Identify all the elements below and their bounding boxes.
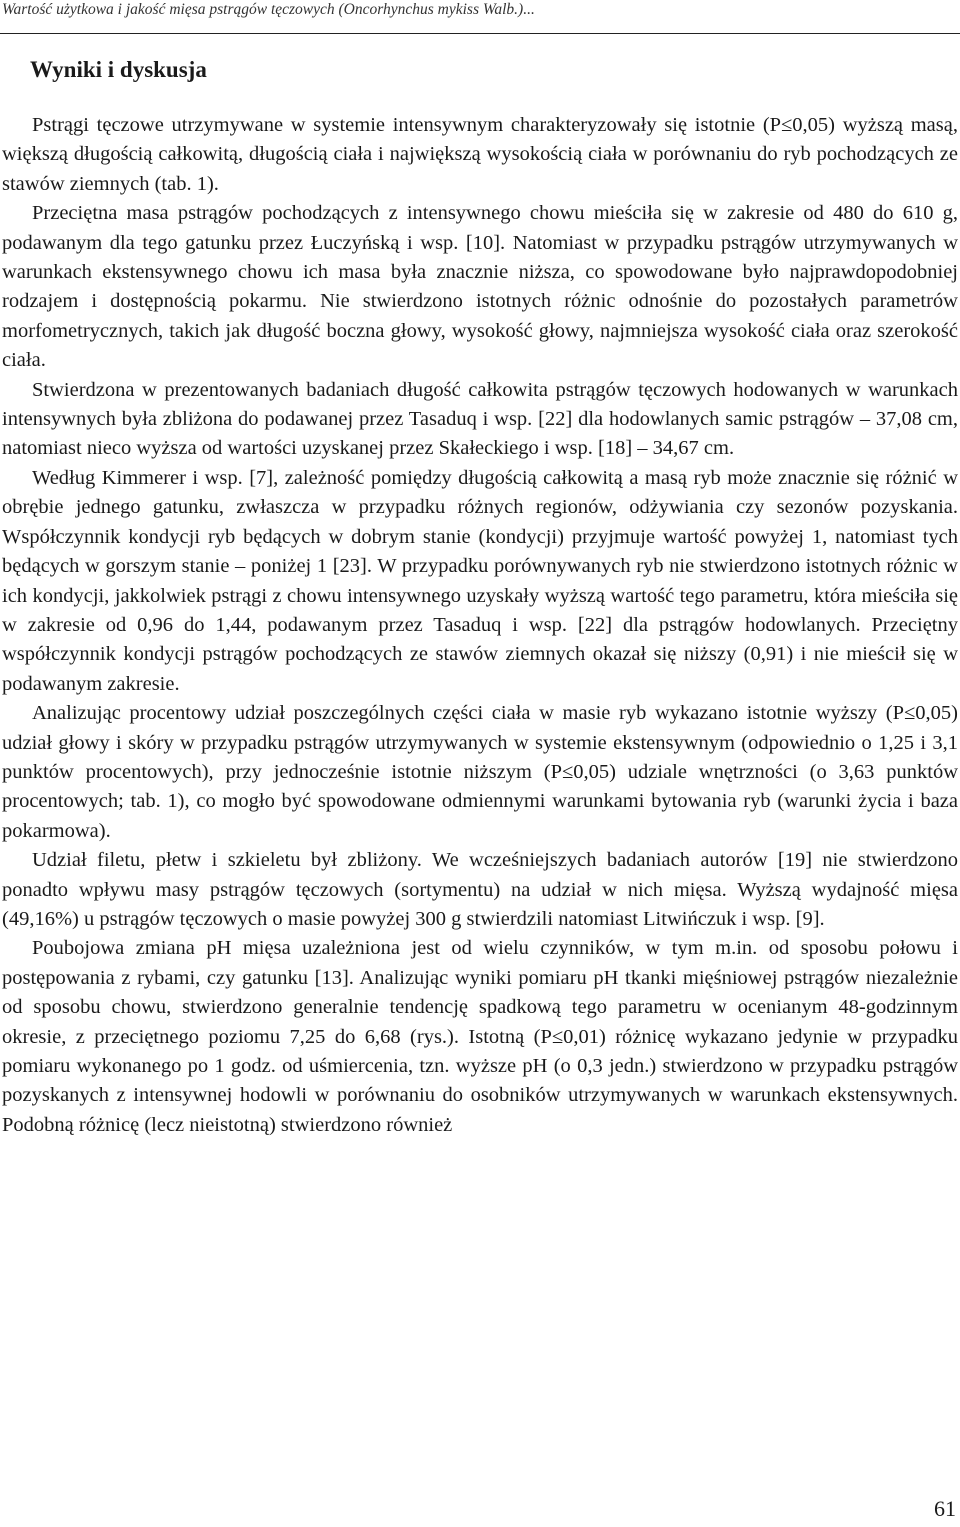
paragraph: Przeciętna masa pstrągów pochodzących z intensywnego chowu mieściła się w zakresie od 480 do 610 g, podawanym dla tego gatunku przez Łuczyńską i wsp. [10]. Natomiast w przypadku pstrągów utrzymywanych w warunkach ekstensywnego chowu ich masa była znacznie niższa, co spowodowane było najprawdopodobniej rodzajem i dostępnością pokarmu. Nie stwierdzono istotnych różnic odnośnie do pozostałych parametrów morfometrycznych, takich jak długość boczna głowy, wysokość głowy, najmniejsza wysokość ciała oraz szerokość ciała. [2,202,958,372]
body-text [2,111,958,1140]
paragraph: Udział filetu, płetw i szkieletu był zbliżony. We wcześniejszych badaniach autorów [19] nie stwierdzono ponadto wpływu masy pstrągów tęczowych (sortymentu) na udział w nich mięsa. Wyższą wydajność mięsa (49,16%) u pstrągów tęczowych o masie powyżej 300 g stwierdzili natomiast Litwińczuk i wsp. [9]. [2,849,958,930]
header-rule [0,33,960,34]
paragraph: Pstrągi tęczowe utrzymywane w systemie intensywnym charakteryzowały się istotnie (P≤0,05) wyższą masą, większą długością całkowitą, długością ciała i największą wysokością ciała w porównaniu do ryb pochodzących ze stawów ziemnych (tab. 1). [2,114,958,195]
running-header: Wartość użytkowa i jakość mięsa pstrągów tęczowych (Oncorhynchus mykiss Walb.)... [2,1,535,18]
section-title: Wyniki i dyskusja [30,57,207,82]
paragraph: Stwierdzona w prezentowanych badaniach długość całkowita pstrągów tęczowych hodowanych w warunkach intensywnych była zbliżona do podawanej przez Tasaduq i wsp. [22] dla hodowlanych samic pstrągów – 37,08 cm, natomiast nieco wyższa od wartości uzyskanej przez Skałeckiego i wsp. [18] – 34,67 cm. [2,378,958,460]
paragraph: Poubojowa zmiana pH mięsa uzależniona jest od wielu czynników, w tym m.in. od sposobu połowu i postępowania z rybami, czy gatunku [13]. Analizując wyniki pomiaru pH tkanki mięśniowej pstrągów niezależnie od sposobu chowu, stwierdzono generalnie tendencję spadkową tego parametru w ocenianym 48-godzinnym okresie, z przeciętnego poziomu 7,25 do 6,68 (rys.). Istotną (P≤0,01) różnicę wykazano jedynie w przypadku pomiaru wykonanego po 1 godz. od uśmiercenia, tzn. wyższe pH (o 0,3 jedn.) stwierdzono w przypadku pstrągów pozyskanych z intensywnej hodowli w porównaniu do osobników utrzymywanych w warunkach ekstensywnych. Podobną różnicę (lecz nieistotną) stwierdzono również [2,937,958,1136]
page-number: 61 [934,1496,956,1521]
paragraph: Według Kimmerer i wsp. [7], zależność pomiędzy długością całkowitą a masą ryb może znacznie się różnić w obrębie jednego gatunku, zwłaszcza w przypadku różnych regionów, odżywiania czy sezonów pozyskania. Współczynnik kondycji ryb będących w dobrym stanie (kondycji) przyjmuje wartość powyżej 1, natomiast tych będących w gorszym stanie – poniżej 1 [23]. W przypadku porównywanych ryb nie stwierdzono istotnych różnic w ich kondycji, jakkolwiek pstrągi z chowu intensywnego uzyskały wyższą wartość tego parametru, która mieściła się w zakresie od 0,96 do 1,44, podawanym przez Tasaduq i wsp. [22] dla pstrągów hodowlanych. Przeciętny współczynnik kondycji pstrągów pochodzących ze stawów ziemnych okazał się niższy (0,91) i nie mieścił się w podawanym zakresie. [2,466,958,695]
paragraph: Analizując procentowy udział poszczególnych części ciała w masie ryb wykazano istotnie wyższy (P≤0,05) udział głowy i skóry w przypadku pstrągów utrzymywanych w systemie ekstensywnym (odpowiednio o 1,25 i 3,1 punktów procentowych), przy jednocześnie istotnie niższym (P≤0,05) udziale wnętrzności (o 3,63 punktów procentowych; tab. 1), co mogło być spowodowane odmiennymi warunkami bytowania ryb (warunki życia i baza pokarmowa). [2,702,958,842]
